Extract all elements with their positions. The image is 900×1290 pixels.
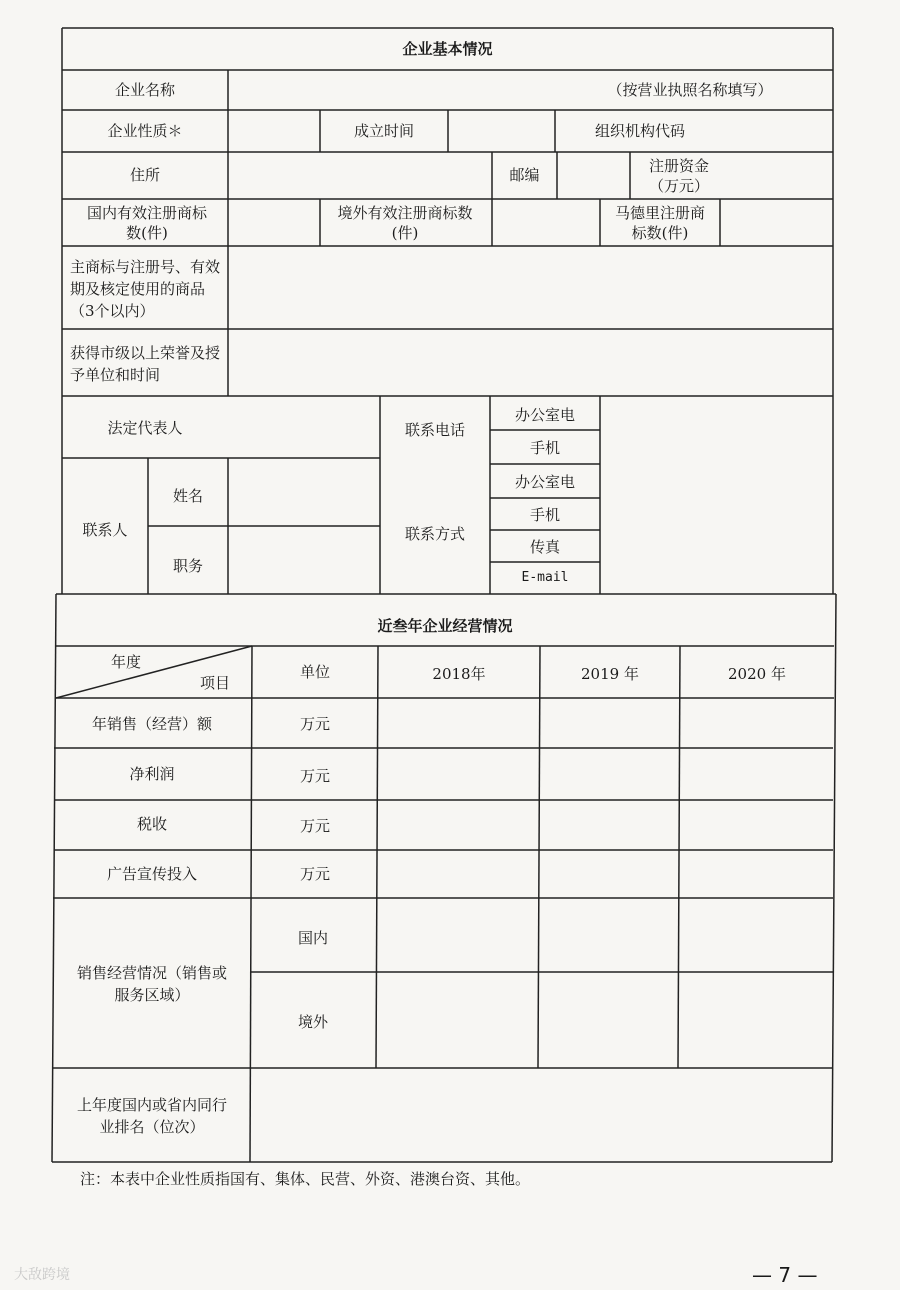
nature-field[interactable] bbox=[228, 111, 320, 151]
footnote: 注：本表中企业性质指国有、集体、民营、外资、港澳台资、其他。 bbox=[80, 1170, 531, 1188]
org-code-field[interactable] bbox=[725, 111, 833, 151]
sales-region-label: 销售经营情况（销售或服务区域） bbox=[76, 964, 227, 1004]
year-2019: 2019 年 bbox=[581, 665, 639, 683]
mobile2-label: 手机 bbox=[529, 506, 560, 524]
row-sales-unit: 万元 bbox=[299, 715, 330, 733]
name-label: 姓名 bbox=[172, 487, 203, 505]
main-tm-field[interactable] bbox=[228, 247, 833, 328]
year-2020: 2020 年 bbox=[728, 665, 786, 683]
honors-field[interactable] bbox=[228, 330, 833, 395]
row-profit-label: 净利润 bbox=[129, 765, 175, 783]
legal-rep-label: 法定代表人 bbox=[107, 419, 183, 437]
org-code-label: 组织机构代码 bbox=[594, 122, 685, 140]
founded-label: 成立时间 bbox=[353, 122, 414, 140]
company-name-label: 企业名称 bbox=[114, 81, 175, 99]
section-title-basic: 企业基本情况 bbox=[402, 40, 493, 58]
madrid-tm-label: 马德里注册商标数(件) bbox=[614, 204, 705, 242]
unit-header-label: 单位 bbox=[299, 663, 330, 681]
row-tax-unit: 万元 bbox=[299, 817, 330, 835]
postcode-label: 邮编 bbox=[509, 166, 540, 184]
domestic-label: 国内 bbox=[297, 929, 328, 947]
capital-field[interactable] bbox=[725, 153, 833, 198]
row-ad-unit: 万元 bbox=[299, 865, 330, 883]
postcode-field[interactable] bbox=[557, 153, 630, 198]
year-2018: 2018年 bbox=[432, 665, 486, 683]
office-phone-label: 办公室电 bbox=[514, 406, 575, 424]
address-label: 住所 bbox=[129, 166, 160, 184]
row-sales-label: 年销售（经营）额 bbox=[91, 715, 212, 733]
ranking-label: 上年度国内或省内同行业排名（位次） bbox=[76, 1096, 227, 1136]
watermark-logo: 大敌跨境 bbox=[14, 1267, 70, 1283]
section-title-operations: 近叁年企业经营情况 bbox=[377, 617, 513, 635]
item-header-label: 项目 bbox=[199, 674, 230, 692]
contact-person-label: 联系人 bbox=[82, 521, 128, 539]
capital-label: 注册资金（万元） bbox=[648, 157, 709, 195]
page-number: — 7 — bbox=[752, 1263, 818, 1287]
company-name-hint: （按营业执照名称填写） bbox=[607, 81, 773, 99]
honors-label: 获得市级以上荣誉及授予单位和时间 bbox=[70, 344, 221, 384]
office-phone2-label: 办公室电 bbox=[514, 473, 575, 491]
email-label: E-mail bbox=[521, 570, 569, 585]
row-ad-label: 广告宣传投入 bbox=[106, 865, 197, 883]
domestic-tm-label: 国内有效注册商标数(件) bbox=[86, 204, 207, 242]
founded-field[interactable] bbox=[448, 111, 555, 151]
row-tax-label: 税收 bbox=[136, 815, 167, 833]
position-label: 职务 bbox=[172, 557, 203, 575]
mobile-label: 手机 bbox=[529, 439, 560, 457]
address-field[interactable] bbox=[228, 153, 492, 198]
nature-label: 企业性质＊ bbox=[107, 122, 183, 140]
overseas-label: 境外 bbox=[297, 1013, 328, 1031]
foreign-tm-label: 境外有效注册商标数(件) bbox=[337, 204, 473, 242]
contact-method-label: 联系方式 bbox=[404, 525, 465, 543]
fax-label: 传真 bbox=[529, 538, 560, 556]
ranking-field[interactable] bbox=[252, 1069, 832, 1161]
year-header-label: 年度 bbox=[110, 653, 141, 671]
row-profit-unit: 万元 bbox=[299, 767, 330, 785]
contact-phone-label: 联系电话 bbox=[404, 421, 465, 439]
main-tm-label: 主商标与注册号、有效期及核定使用的商品（3个以内） bbox=[70, 258, 221, 320]
